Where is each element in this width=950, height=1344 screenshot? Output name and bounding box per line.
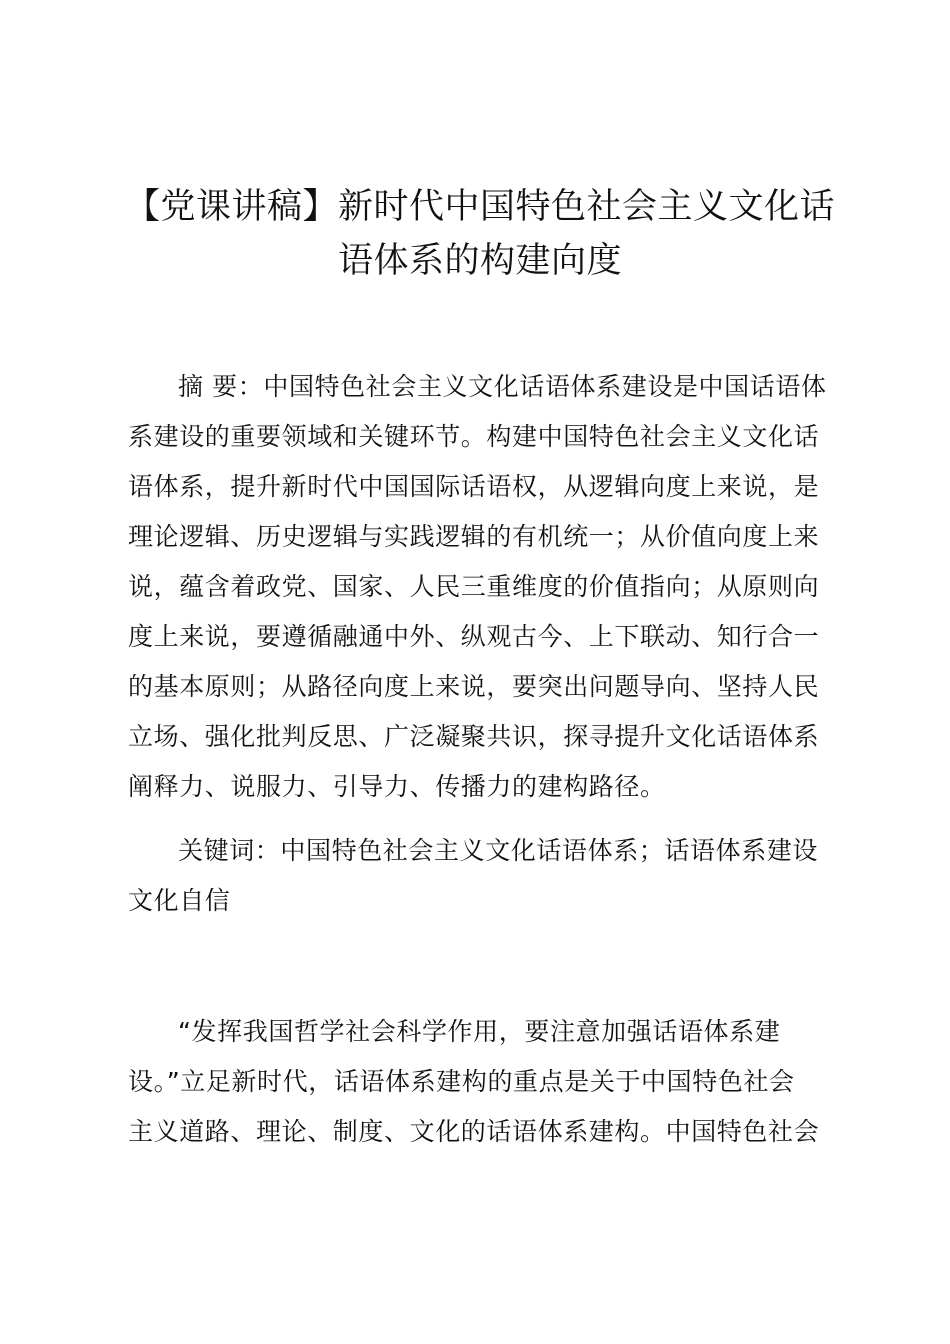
body-line-1: “发挥我国哲学社会科学作用，要注意加强话语体系建: [178, 1017, 781, 1046]
abstract-line-2: 系建设的重要领域和关键环节。构建中国特色社会主义文化话: [128, 422, 820, 451]
keywords-line-2: 文化自信: [128, 886, 231, 915]
body-paragraph: [128, 1007, 833, 1157]
abstract-line-5: 说，蕴含着政党、国家、人民三重维度的价值指向；从原则向: [128, 572, 820, 601]
abstract-line-4: 理论逻辑、历史逻辑与实践逻辑的有机统一；从价值向度上来: [128, 522, 820, 551]
title-line-2: 语体系的构建向度: [337, 241, 622, 281]
keywords-line-1: 关键词：中国特色社会主义文化话语体系；话语体系建设: [178, 836, 819, 865]
abstract-line-7: 的基本原则；从路径向度上来说，要突出问题导向、坚持人民: [128, 672, 820, 701]
abstract-paragraph: [128, 362, 833, 812]
document-title: [120, 180, 840, 288]
abstract-line-1: 摘 要：中国特色社会主义文化话语体系建设是中国话语体: [178, 372, 827, 401]
abstract-line-6: 度上来说，要遵循融通中外、纵观古今、上下联动、知行合一: [128, 622, 820, 651]
keywords-paragraph: [128, 826, 833, 926]
body-line-2: 设。”立足新时代，话语体系建构的重点是关于中国特色社会: [128, 1067, 795, 1096]
abstract-line-3: 语体系，提升新时代中国国际话语权，从逻辑向度上来说，是: [128, 472, 820, 501]
abstract-line-9: 阐释力、说服力、引导力、传播力的建构路径。: [128, 772, 666, 801]
abstract-line-8: 立场、强化批判反思、广泛凝聚共识，探寻提升文化话语体系: [128, 722, 820, 751]
body-line-3: 主义道路、理论、制度、文化的话语体系建构。中国特色社会: [128, 1117, 820, 1146]
title-line-1: 【党课讲稿】新时代中国特色社会主义文化话: [124, 187, 835, 227]
